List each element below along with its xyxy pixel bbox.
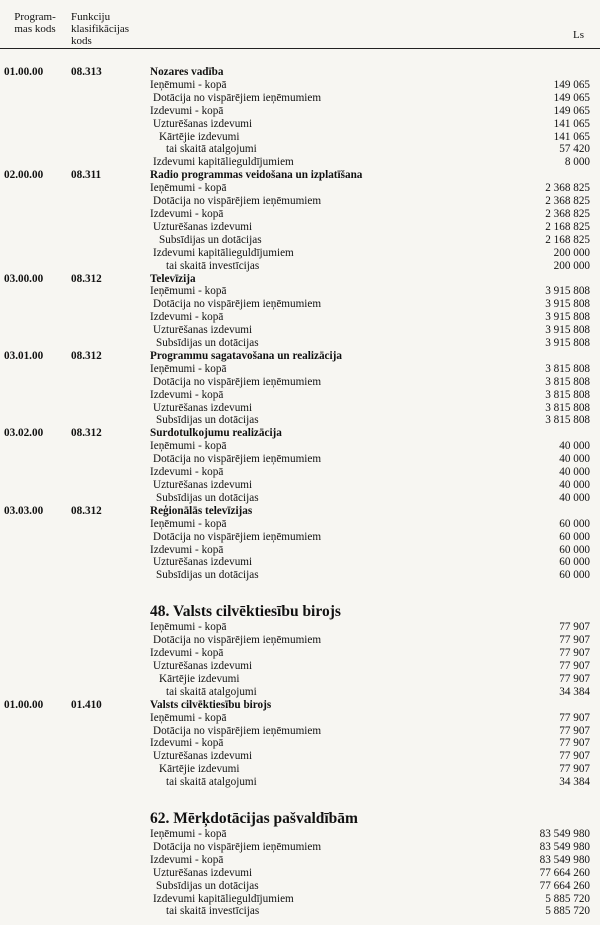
row-amount: 77 907 xyxy=(559,724,590,737)
row-amount: 77 907 xyxy=(559,711,590,724)
row-amount: 83 549 980 xyxy=(539,840,590,853)
row-amount: 3 815 808 xyxy=(545,401,590,414)
table-row xyxy=(0,776,600,789)
program-code: 03.01.00 xyxy=(4,349,44,362)
row-amount: 40 000 xyxy=(559,440,590,453)
row-label: Izdevumi kapitālieguldījumiem xyxy=(153,246,294,259)
row-label: Ieņēmumi - kopā xyxy=(150,285,227,298)
row-label: Izdevumi - kopā xyxy=(150,207,224,220)
program-code: 03.00.00 xyxy=(4,272,44,285)
row-label: Ieņēmumi - kopā xyxy=(150,362,227,375)
row-amount: 3 815 808 xyxy=(545,388,590,401)
row-amount: 141 065 xyxy=(553,130,590,143)
row-amount: 200 000 xyxy=(553,246,590,259)
row-amount: 141 065 xyxy=(553,117,590,130)
row-amount: 60 000 xyxy=(559,543,590,556)
table-row xyxy=(0,324,600,337)
row-amount: 3 815 808 xyxy=(545,362,590,375)
function-code: 08.312 xyxy=(71,272,102,285)
header-currency: Ls xyxy=(573,29,584,41)
row-label: Izdevumi kapitālieguldījumiem xyxy=(153,156,294,169)
table-row xyxy=(0,234,600,247)
budget-table-body xyxy=(0,66,600,918)
program-row xyxy=(0,505,600,518)
table-row xyxy=(0,195,600,208)
row-label: Izdevumi - kopā xyxy=(150,853,224,866)
row-label: tai skaitā investīcijas xyxy=(166,259,260,272)
row-amount: 2 168 825 xyxy=(545,220,590,233)
row-amount: 60 000 xyxy=(559,556,590,569)
row-amount: 60 000 xyxy=(559,569,590,582)
row-label: Izdevumi - kopā xyxy=(150,647,224,660)
row-label: Dotācija no vispārējiem ieņēmumiem xyxy=(153,298,322,311)
table-row xyxy=(0,453,600,466)
table-row xyxy=(0,647,600,660)
row-amount: 40 000 xyxy=(559,479,590,491)
row-amount: 3 915 808 xyxy=(545,337,590,350)
table-row xyxy=(0,725,600,738)
row-amount: 83 549 980 xyxy=(539,828,590,841)
program-title: Radio programmas veidošana un izplatīšana xyxy=(150,169,363,182)
program-row xyxy=(0,273,600,286)
row-label: tai skaitā atalgojumi xyxy=(166,685,257,698)
row-amount: 34 384 xyxy=(559,685,590,698)
header-program-code xyxy=(6,11,64,35)
row-label: Subsīdijas un dotācijas xyxy=(156,879,259,892)
row-amount: 77 907 xyxy=(559,634,590,647)
function-code: 08.313 xyxy=(71,66,102,78)
row-amount: 34 384 xyxy=(559,776,590,789)
row-amount: 2 368 825 xyxy=(545,195,590,208)
table-row xyxy=(0,893,600,906)
table-row xyxy=(0,311,600,324)
table-row xyxy=(0,208,600,221)
header-divider xyxy=(0,48,600,49)
row-amount: 77 907 xyxy=(559,737,590,750)
row-label: Kārtējie izdevumi xyxy=(159,672,240,685)
table-row xyxy=(0,737,600,750)
table-header xyxy=(0,0,600,46)
row-label: Uzturēšanas izdevumi xyxy=(153,479,253,491)
row-amount: 77 664 260 xyxy=(539,879,590,892)
row-amount: 57 420 xyxy=(559,143,590,156)
row-amount: 3 815 808 xyxy=(545,414,590,427)
table-row xyxy=(0,763,600,776)
program-code: 02.00.00 xyxy=(4,169,44,182)
table-row xyxy=(0,621,600,634)
row-label: Subsīdijas un dotācijas xyxy=(156,569,259,582)
table-row xyxy=(0,182,600,195)
table-row xyxy=(0,867,600,880)
table-row xyxy=(0,569,600,582)
function-code: 08.312 xyxy=(71,504,102,517)
row-amount: 77 664 260 xyxy=(539,866,590,879)
table-row xyxy=(0,492,600,505)
program-title: Surdotulkojumu realizācija xyxy=(150,427,282,440)
table-row xyxy=(0,440,600,453)
row-label: Dotācija no vispārējiem ieņēmumiem xyxy=(153,91,322,104)
program-title: Valsts cilvēktiesību birojs xyxy=(150,698,272,711)
row-label: Ieņēmumi - kopā xyxy=(150,711,227,724)
program-row xyxy=(0,350,600,363)
row-label: Ieņēmumi - kopā xyxy=(150,182,227,195)
row-amount: 77 907 xyxy=(559,659,590,672)
row-amount: 40 000 xyxy=(559,491,590,504)
row-amount: 3 915 808 xyxy=(545,285,590,298)
table-row xyxy=(0,841,600,854)
row-label: Izdevumi - kopā xyxy=(150,543,224,556)
header-function-code-line1: Funkciju xyxy=(71,11,111,23)
row-amount: 2 368 825 xyxy=(545,182,590,195)
row-label: Izdevumi - kopā xyxy=(150,388,224,401)
row-label: Ieņēmumi - kopā xyxy=(150,78,227,91)
table-row xyxy=(0,880,600,893)
row-label: Uzturēšanas izdevumi xyxy=(153,750,253,763)
table-row xyxy=(0,854,600,867)
section-title: 62. Mērķdotācijas pašvaldībām xyxy=(150,810,358,828)
table-row xyxy=(0,712,600,725)
row-label: Ieņēmumi - kopā xyxy=(150,517,227,530)
table-row xyxy=(0,79,600,92)
function-code: 08.311 xyxy=(71,169,102,182)
table-row xyxy=(0,337,600,350)
row-amount: 2 368 825 xyxy=(545,207,590,220)
row-amount: 77 907 xyxy=(559,672,590,685)
row-label: Subsīdijas un dotācijas xyxy=(156,491,259,504)
row-label: Uzturēšanas izdevumi xyxy=(153,220,253,233)
row-label: Uzturēšanas izdevumi xyxy=(153,556,253,569)
row-label: tai skaitā investīcijas xyxy=(166,905,260,918)
row-amount: 2 168 825 xyxy=(545,233,590,246)
program-title: Nozares vadība xyxy=(150,66,224,78)
table-row xyxy=(0,544,600,557)
program-title: Televīzija xyxy=(150,272,196,285)
table-row xyxy=(0,105,600,118)
table-row xyxy=(0,414,600,427)
program-row xyxy=(0,169,600,182)
table-row xyxy=(0,402,600,415)
row-label: Dotācija no vispārējiem ieņēmumiem xyxy=(153,453,322,466)
program-row xyxy=(0,699,600,712)
table-row xyxy=(0,389,600,402)
program-code: 01.00.00 xyxy=(4,698,44,711)
row-amount: 5 885 720 xyxy=(545,892,590,905)
row-amount: 3 815 808 xyxy=(545,375,590,388)
program-code: 01.00.00 xyxy=(4,66,44,78)
row-label: tai skaitā atalgojumi xyxy=(166,776,257,789)
section-heading-row xyxy=(0,802,600,828)
row-amount: 8 000 xyxy=(564,156,590,169)
row-label: Dotācija no vispārējiem ieņēmumiem xyxy=(153,530,322,543)
row-amount: 3 915 808 xyxy=(545,311,590,324)
row-amount: 60 000 xyxy=(559,517,590,530)
row-label: Subsīdijas un dotācijas xyxy=(156,337,259,350)
table-row xyxy=(0,518,600,531)
row-label: Izdevumi - kopā xyxy=(150,466,224,479)
row-label: Ieņēmumi - kopā xyxy=(150,440,227,453)
header-function-code-line2: klasifikācijas xyxy=(71,23,130,35)
table-row xyxy=(0,221,600,234)
table-row xyxy=(0,143,600,156)
row-amount: 60 000 xyxy=(559,530,590,543)
table-row xyxy=(0,376,600,389)
table-row xyxy=(0,260,600,273)
row-label: Kārtējie izdevumi xyxy=(159,130,240,143)
row-label: tai skaitā atalgojumi xyxy=(166,143,257,156)
table-row xyxy=(0,556,600,569)
table-row xyxy=(0,531,600,544)
table-row xyxy=(0,466,600,479)
program-title: Reģionālās televīzijas xyxy=(150,504,253,517)
row-label: Uzturēšanas izdevumi xyxy=(153,401,253,414)
row-label: Izdevumi kapitālieguldījumiem xyxy=(153,892,294,905)
table-row xyxy=(0,479,600,492)
table-row xyxy=(0,118,600,131)
row-amount: 149 065 xyxy=(553,104,590,117)
table-row xyxy=(0,905,600,918)
table-row xyxy=(0,828,600,841)
row-amount: 40 000 xyxy=(559,453,590,466)
row-label: Dotācija no vispārējiem ieņēmumiem xyxy=(153,634,322,647)
row-amount: 77 907 xyxy=(559,750,590,763)
row-label: Dotācija no vispārējiem ieņēmumiem xyxy=(153,840,322,853)
row-label: Subsīdijas un dotācijas xyxy=(156,414,259,427)
row-label: Ieņēmumi - kopā xyxy=(150,621,227,634)
function-code: 08.312 xyxy=(71,427,102,440)
row-amount: 200 000 xyxy=(553,259,590,272)
table-row xyxy=(0,634,600,647)
section-heading-row xyxy=(0,595,600,621)
row-label: Kārtējie izdevumi xyxy=(159,763,240,776)
section-title: 48. Valsts cilvēktiesību birojs xyxy=(150,603,341,621)
row-amount: 3 915 808 xyxy=(545,324,590,337)
row-label: Subsīdijas un dotācijas xyxy=(159,233,262,246)
table-row xyxy=(0,298,600,311)
program-row xyxy=(0,427,600,440)
row-label: Uzturēšanas izdevumi xyxy=(153,324,253,337)
row-label: Izdevumi - kopā xyxy=(150,311,224,324)
spacer-row xyxy=(0,789,600,802)
row-amount: 83 549 980 xyxy=(539,853,590,866)
row-label: Izdevumi - kopā xyxy=(150,104,224,117)
header-function-code xyxy=(71,11,151,47)
row-label: Uzturēšanas izdevumi xyxy=(153,117,253,130)
row-amount: 77 907 xyxy=(559,621,590,634)
function-code: 01.410 xyxy=(71,698,102,711)
program-code: 03.03.00 xyxy=(4,504,44,517)
table-row xyxy=(0,131,600,144)
table-row xyxy=(0,750,600,763)
table-row xyxy=(0,92,600,105)
row-label: Dotācija no vispārējiem ieņēmumiem xyxy=(153,724,322,737)
table-row xyxy=(0,673,600,686)
header-function-code-line3: kods xyxy=(71,35,92,47)
row-amount: 149 065 xyxy=(553,91,590,104)
program-row xyxy=(0,66,600,79)
header-program-code-line1: Program- xyxy=(14,11,56,23)
row-amount: 77 907 xyxy=(559,763,590,776)
row-label: Uzturēšanas izdevumi xyxy=(153,866,253,879)
table-row xyxy=(0,686,600,699)
row-label: Uzturēšanas izdevumi xyxy=(153,659,253,672)
row-label: Ieņēmumi - kopā xyxy=(150,828,227,841)
row-amount: 77 907 xyxy=(559,647,590,660)
header-program-code-line2: mas kods xyxy=(14,23,56,35)
row-amount: 3 915 808 xyxy=(545,298,590,311)
program-code: 03.02.00 xyxy=(4,427,44,440)
row-amount: 40 000 xyxy=(559,466,590,479)
row-label: Dotācija no vispārējiem ieņēmumiem xyxy=(153,375,322,388)
row-label: Izdevumi - kopā xyxy=(150,737,224,750)
table-row xyxy=(0,660,600,673)
table-row xyxy=(0,247,600,260)
table-row xyxy=(0,285,600,298)
table-row xyxy=(0,363,600,376)
row-label: Dotācija no vispārējiem ieņēmumiem xyxy=(153,195,322,208)
program-title: Programmu sagatavošana un realizācija xyxy=(150,349,342,362)
row-amount: 149 065 xyxy=(553,78,590,91)
row-amount: 5 885 720 xyxy=(545,905,590,918)
table-row xyxy=(0,156,600,169)
spacer-row xyxy=(0,582,600,595)
function-code: 08.312 xyxy=(71,349,102,362)
